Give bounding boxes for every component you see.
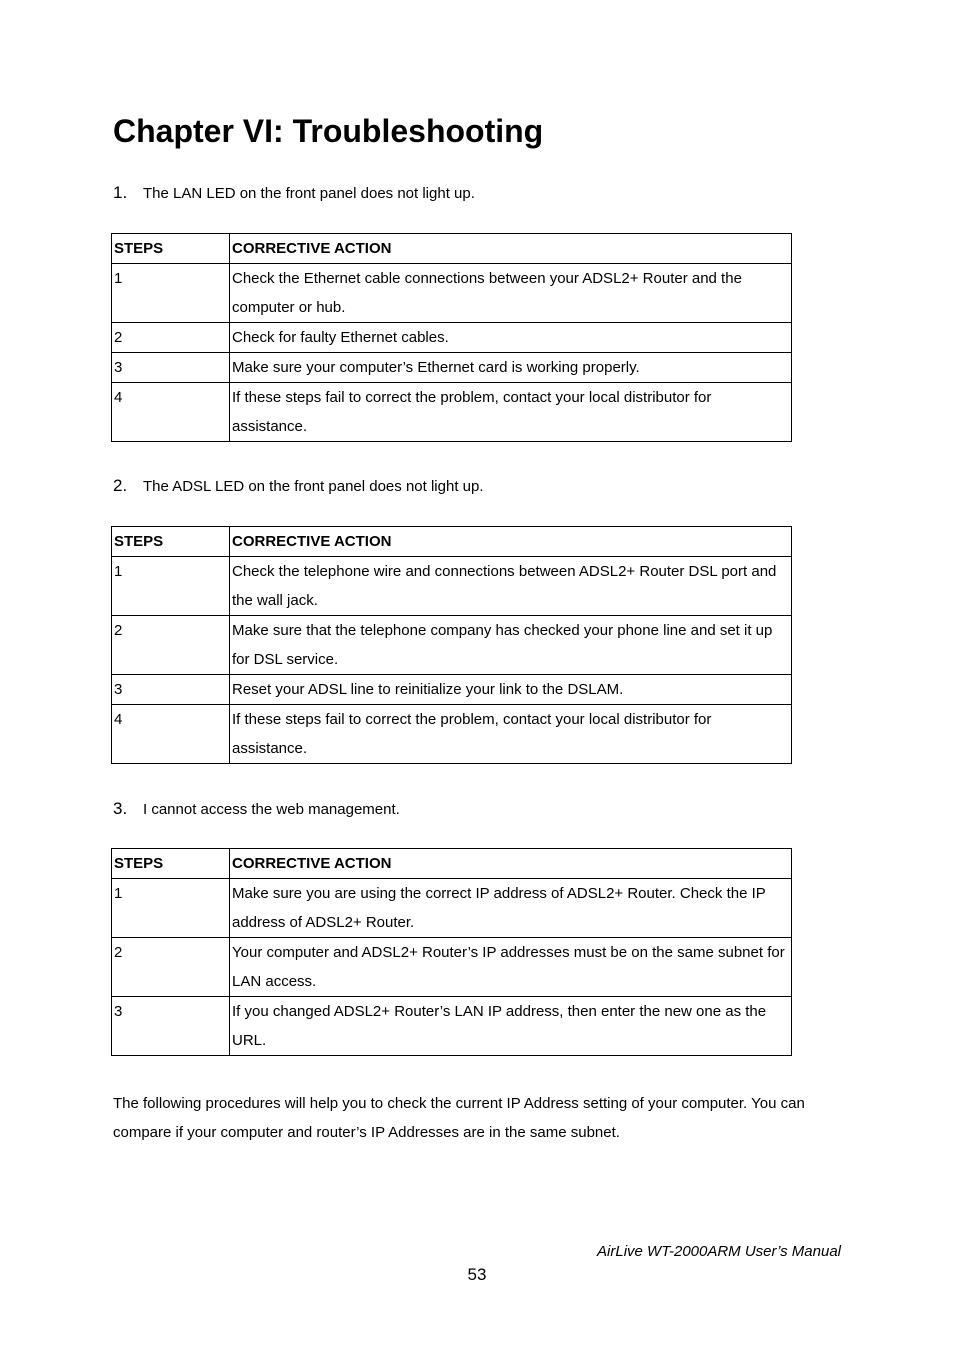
table-row	[112, 879, 792, 938]
step-number: 2	[112, 616, 230, 675]
corrective-action: If these steps fail to correct the problem, contact your local distributor for assistance.	[230, 383, 792, 442]
step-number: 1	[112, 557, 230, 616]
page-number: 53	[467, 1265, 487, 1284]
steps-table-3	[111, 848, 792, 1056]
table-row	[112, 616, 792, 675]
problem-number: 3.	[113, 799, 128, 818]
corrective-action: Make sure that the telephone company has checked your phone line and set it up for DSL service.	[230, 616, 792, 675]
table-row	[112, 705, 792, 764]
step-number: 3	[112, 997, 230, 1056]
corrective-action: Your computer and ADSL2+ Router’s IP addresses must be on the same subnet for LAN access.	[230, 938, 792, 997]
problem-1	[113, 183, 475, 203]
page-title: Chapter VI: Troubleshooting	[113, 113, 544, 149]
corrective-action: Reset your ADSL line to reinitialize your link to the DSLAM.	[230, 675, 792, 705]
corrective-action: Check the telephone wire and connections between ADSL2+ Router DSL port and the wall jack.	[230, 557, 792, 616]
closing-paragraph: The following procedures will help you to check the current IP Address setting of your computer. You can compare if your computer and router’s IP Addresses are in the same subnet.	[113, 1095, 805, 1141]
table-row	[112, 383, 792, 442]
table-header-row	[112, 527, 792, 557]
table-row	[112, 264, 792, 323]
corrective-action: Check the Ethernet cable connections between your ADSL2+ Router and the computer or hub.	[230, 264, 792, 323]
table-row	[112, 323, 792, 353]
step-number: 1	[112, 264, 230, 323]
steps-header: STEPS	[112, 234, 230, 264]
corrective-action: Make sure you are using the correct IP address of ADSL2+ Router. Check the IP address of ADSL2+ Router.	[230, 879, 792, 938]
step-number: 2	[112, 323, 230, 353]
action-header: CORRECTIVE ACTION	[230, 234, 792, 264]
problem-number: 1.	[113, 183, 128, 202]
steps-header: STEPS	[112, 849, 230, 879]
step-number: 4	[112, 705, 230, 764]
step-number: 3	[112, 353, 230, 383]
action-header: CORRECTIVE ACTION	[230, 849, 792, 879]
table-row	[112, 557, 792, 616]
corrective-action: If these steps fail to correct the problem, contact your local distributor for assistance.	[230, 705, 792, 764]
table-row	[112, 675, 792, 705]
corrective-action: Check for faulty Ethernet cables.	[230, 323, 792, 353]
problem-3	[113, 799, 400, 819]
steps-header: STEPS	[112, 527, 230, 557]
action-header: CORRECTIVE ACTION	[230, 527, 792, 557]
table-row	[112, 353, 792, 383]
table-row	[112, 997, 792, 1056]
corrective-action: Make sure your computer’s Ethernet card is working properly.	[230, 353, 792, 383]
problem-text: I cannot access the web management.	[143, 801, 400, 818]
problem-2	[113, 476, 484, 496]
problem-text: The LAN LED on the front panel does not light up.	[143, 185, 475, 202]
manual-title-footer: AirLive WT-2000ARM User’s Manual	[597, 1243, 841, 1260]
table-header-row	[112, 849, 792, 879]
corrective-action: If you changed ADSL2+ Router’s LAN IP address, then enter the new one as the URL.	[230, 997, 792, 1056]
step-number: 3	[112, 675, 230, 705]
step-number: 1	[112, 879, 230, 938]
table-row	[112, 938, 792, 997]
problem-number: 2.	[113, 476, 128, 495]
steps-table-2	[111, 526, 792, 764]
problem-text: The ADSL LED on the front panel does not light up.	[143, 478, 484, 495]
steps-table-1	[111, 233, 792, 442]
step-number: 2	[112, 938, 230, 997]
table-header-row	[112, 234, 792, 264]
step-number: 4	[112, 383, 230, 442]
